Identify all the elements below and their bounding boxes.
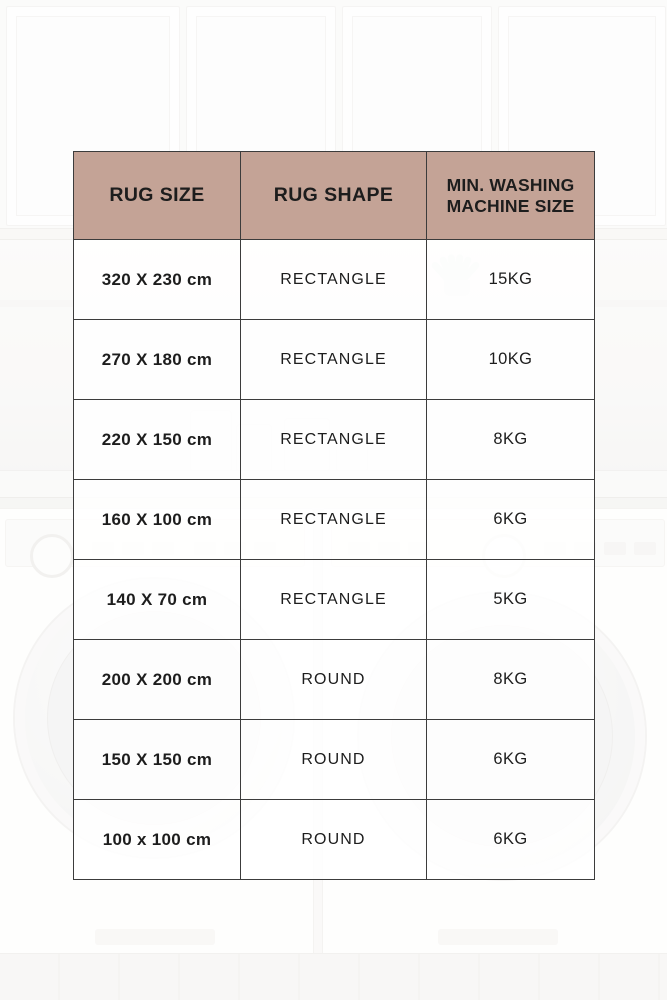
cell-rug-shape: RECTANGLE <box>241 560 427 640</box>
cell-rug-size: 100 x 100 cm <box>74 800 241 880</box>
cell-machine-size: 6KG <box>427 720 595 800</box>
table-row <box>74 320 595 400</box>
table-body <box>74 240 595 880</box>
cell-machine-size: 10KG <box>427 320 595 400</box>
table-row <box>74 800 595 880</box>
cell-machine-size: 6KG <box>427 480 595 560</box>
cell-machine-size: 8KG <box>427 400 595 480</box>
cell-machine-size: 15KG <box>427 240 595 320</box>
cell-rug-size: 220 X 150 cm <box>74 400 241 480</box>
column-header-rug-shape: RUG SHAPE <box>241 152 427 240</box>
table-row <box>74 480 595 560</box>
table-header <box>74 152 595 240</box>
cell-rug-shape: RECTANGLE <box>241 320 427 400</box>
rug-size-table <box>73 151 595 880</box>
cell-rug-size: 320 X 230 cm <box>74 240 241 320</box>
cell-rug-shape: ROUND <box>241 640 427 720</box>
cell-rug-shape: RECTANGLE <box>241 400 427 480</box>
table-row <box>74 400 595 480</box>
cell-machine-size: 6KG <box>427 800 595 880</box>
table-row <box>74 720 595 800</box>
cell-machine-size: 5KG <box>427 560 595 640</box>
column-header-rug-size: RUG SIZE <box>74 152 241 240</box>
cell-rug-size: 150 X 150 cm <box>74 720 241 800</box>
cell-rug-shape: RECTANGLE <box>241 240 427 320</box>
table-row <box>74 240 595 320</box>
cell-rug-size: 140 X 70 cm <box>74 560 241 640</box>
cell-rug-shape: RECTANGLE <box>241 480 427 560</box>
cell-rug-size: 270 X 180 cm <box>74 320 241 400</box>
rug-size-table-container <box>73 151 594 880</box>
column-header-machine-size: MIN. WASHING MACHINE SIZE <box>427 152 595 240</box>
cell-rug-size: 200 X 200 cm <box>74 640 241 720</box>
table-header-row <box>74 152 595 240</box>
table-row <box>74 640 595 720</box>
cell-rug-shape: ROUND <box>241 720 427 800</box>
cell-rug-size: 160 X 100 cm <box>74 480 241 560</box>
cell-rug-shape: ROUND <box>241 800 427 880</box>
cell-machine-size: 8KG <box>427 640 595 720</box>
table-row <box>74 560 595 640</box>
